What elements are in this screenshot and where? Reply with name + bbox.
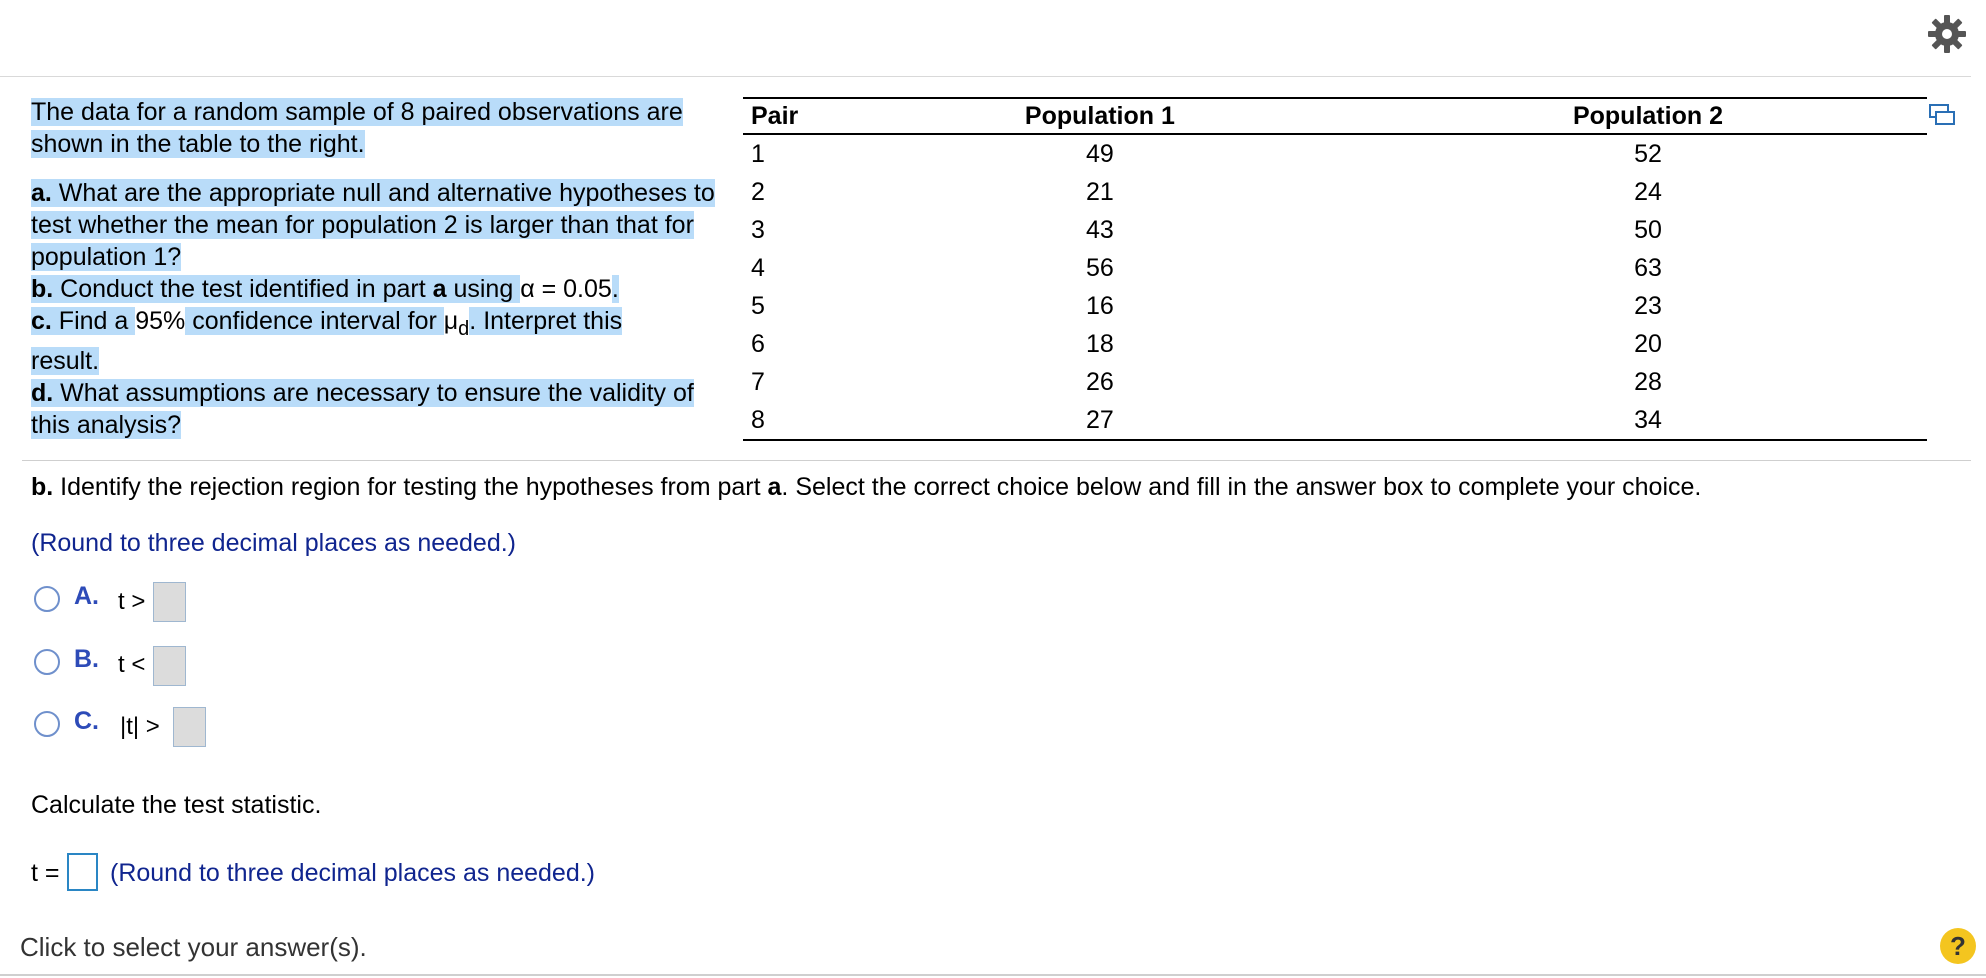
- bottom-divider: [0, 974, 1986, 976]
- table-row: [743, 173, 1927, 211]
- choice-a-answer-box[interactable]: [153, 582, 186, 622]
- t-statistic-input[interactable]: [67, 853, 98, 891]
- question-b-text: Identify the rejection region for testing the hypotheses from part: [53, 473, 768, 501]
- radio-choice-b[interactable]: [34, 649, 60, 675]
- t-statistic-row: [31, 853, 671, 893]
- cell-population-1: 21: [1085, 177, 1114, 206]
- cell-pair: 4: [751, 253, 765, 282]
- part-b-label: b.: [31, 275, 54, 303]
- part-a-label: a.: [31, 179, 52, 207]
- part-a-text: What are the appropriate null and alternative hypotheses to test whether the mean for population 2 is larger than that for population 1?: [31, 179, 715, 271]
- choice-b[interactable]: [34, 643, 234, 683]
- table-header-row: [743, 98, 1927, 134]
- part-c-text-post: . Interpret this: [469, 307, 623, 335]
- part-b-text: Conduct the test identified in part: [53, 275, 433, 303]
- cell-population-2: 34: [1369, 401, 1927, 440]
- part-c-text-mid: confidence interval for: [185, 307, 444, 335]
- cell-population-2: 24: [1634, 177, 1662, 206]
- choice-b-answer-box[interactable]: [153, 646, 186, 686]
- cell-population-1: 16: [1085, 291, 1114, 320]
- table-row: [743, 134, 1927, 173]
- top-divider: [0, 76, 1971, 77]
- cell-population-2: 23: [1634, 291, 1662, 320]
- choice-b-expression: t <: [118, 651, 146, 678]
- cell-pair: 5: [751, 291, 765, 320]
- footer-instruction: Click to select your answer(s).: [20, 932, 367, 962]
- problem-intro: The data for a random sample of 8 paired observations are shown in the table to the right.: [31, 98, 683, 158]
- calc-label: Calculate the test statistic.: [31, 791, 322, 819]
- mu-d-symbol: $\mu_d$: [443, 307, 470, 340]
- round-hint: (Round to three decimal places as needed.): [31, 529, 517, 557]
- choice-b-letter: B.: [74, 645, 99, 673]
- cell-pair: 1: [751, 139, 765, 168]
- alpha-expression: α = 0.05: [520, 275, 612, 303]
- choice-a-letter: A.: [74, 582, 99, 610]
- choice-c[interactable]: [34, 705, 254, 745]
- settings-gear-icon[interactable]: [1925, 12, 1969, 56]
- radio-choice-a[interactable]: [34, 586, 60, 612]
- confidence-level: 95%: [135, 307, 186, 335]
- table-row: [743, 325, 1927, 363]
- choice-c-expression: |t| >: [120, 713, 160, 740]
- choice-c-answer-box[interactable]: [173, 707, 206, 747]
- cell-population-2: 20: [1634, 329, 1662, 358]
- cell-population-2: 50: [1634, 215, 1662, 244]
- cell-population-1: 18: [1085, 329, 1114, 358]
- part-d-text: What assumptions are necessary to ensure the validity of this analysis?: [31, 379, 694, 439]
- cell-pair: 2: [751, 177, 765, 206]
- question-b-ref: a: [767, 473, 782, 501]
- table-row: [743, 401, 1927, 440]
- cell-pair: 7: [751, 367, 765, 396]
- table-row: [743, 363, 1927, 401]
- header-population-2: Population 2: [1369, 98, 1927, 134]
- choice-a-expression: t >: [118, 588, 146, 615]
- problem-statement: [31, 96, 731, 441]
- table-row: [743, 249, 1927, 287]
- question-b-text-post: . Select the correct choice below and fill in the answer box to complete your choice.: [781, 473, 1702, 501]
- part-b-text-post: using: [446, 275, 521, 303]
- t-label: t =: [31, 859, 60, 887]
- help-icon[interactable]: ?: [1940, 928, 1976, 964]
- header-pair: Pair: [743, 98, 831, 134]
- paired-data-table: [743, 97, 1927, 441]
- t-round-hint: (Round to three decimal places as needed.): [110, 859, 596, 887]
- cell-population-1: 26: [1085, 367, 1114, 396]
- question-b: [31, 471, 1701, 503]
- cell-pair: 6: [751, 329, 765, 358]
- table-row: [743, 287, 1927, 325]
- cell-population-2: 63: [1634, 253, 1662, 282]
- cell-population-2: 28: [1634, 367, 1662, 396]
- cell-population-1: 43: [1085, 215, 1114, 244]
- cell-pair: 8: [743, 401, 831, 440]
- choice-c-letter: C.: [74, 707, 99, 735]
- cell-population-2: 52: [1634, 139, 1662, 168]
- cell-population-1: 56: [1085, 253, 1114, 282]
- part-b-ref: a: [432, 275, 447, 303]
- cell-population-1: 49: [1085, 139, 1114, 168]
- cell-population-1: 27: [831, 401, 1369, 440]
- copy-table-icon[interactable]: [1929, 104, 1955, 126]
- header-population-1: Population 1: [831, 98, 1369, 134]
- question-b-label: b.: [31, 473, 54, 501]
- cell-pair: 3: [751, 215, 765, 244]
- section-divider: [22, 460, 1971, 461]
- part-c-text: Find a: [51, 307, 136, 335]
- part-b-end: .: [611, 275, 619, 303]
- part-c-label: c.: [31, 307, 52, 335]
- part-d-label: d.: [31, 379, 54, 407]
- choice-a[interactable]: [34, 580, 234, 620]
- part-c-continued: result.: [31, 347, 100, 375]
- radio-choice-c[interactable]: [34, 711, 60, 737]
- table-row: [743, 211, 1927, 249]
